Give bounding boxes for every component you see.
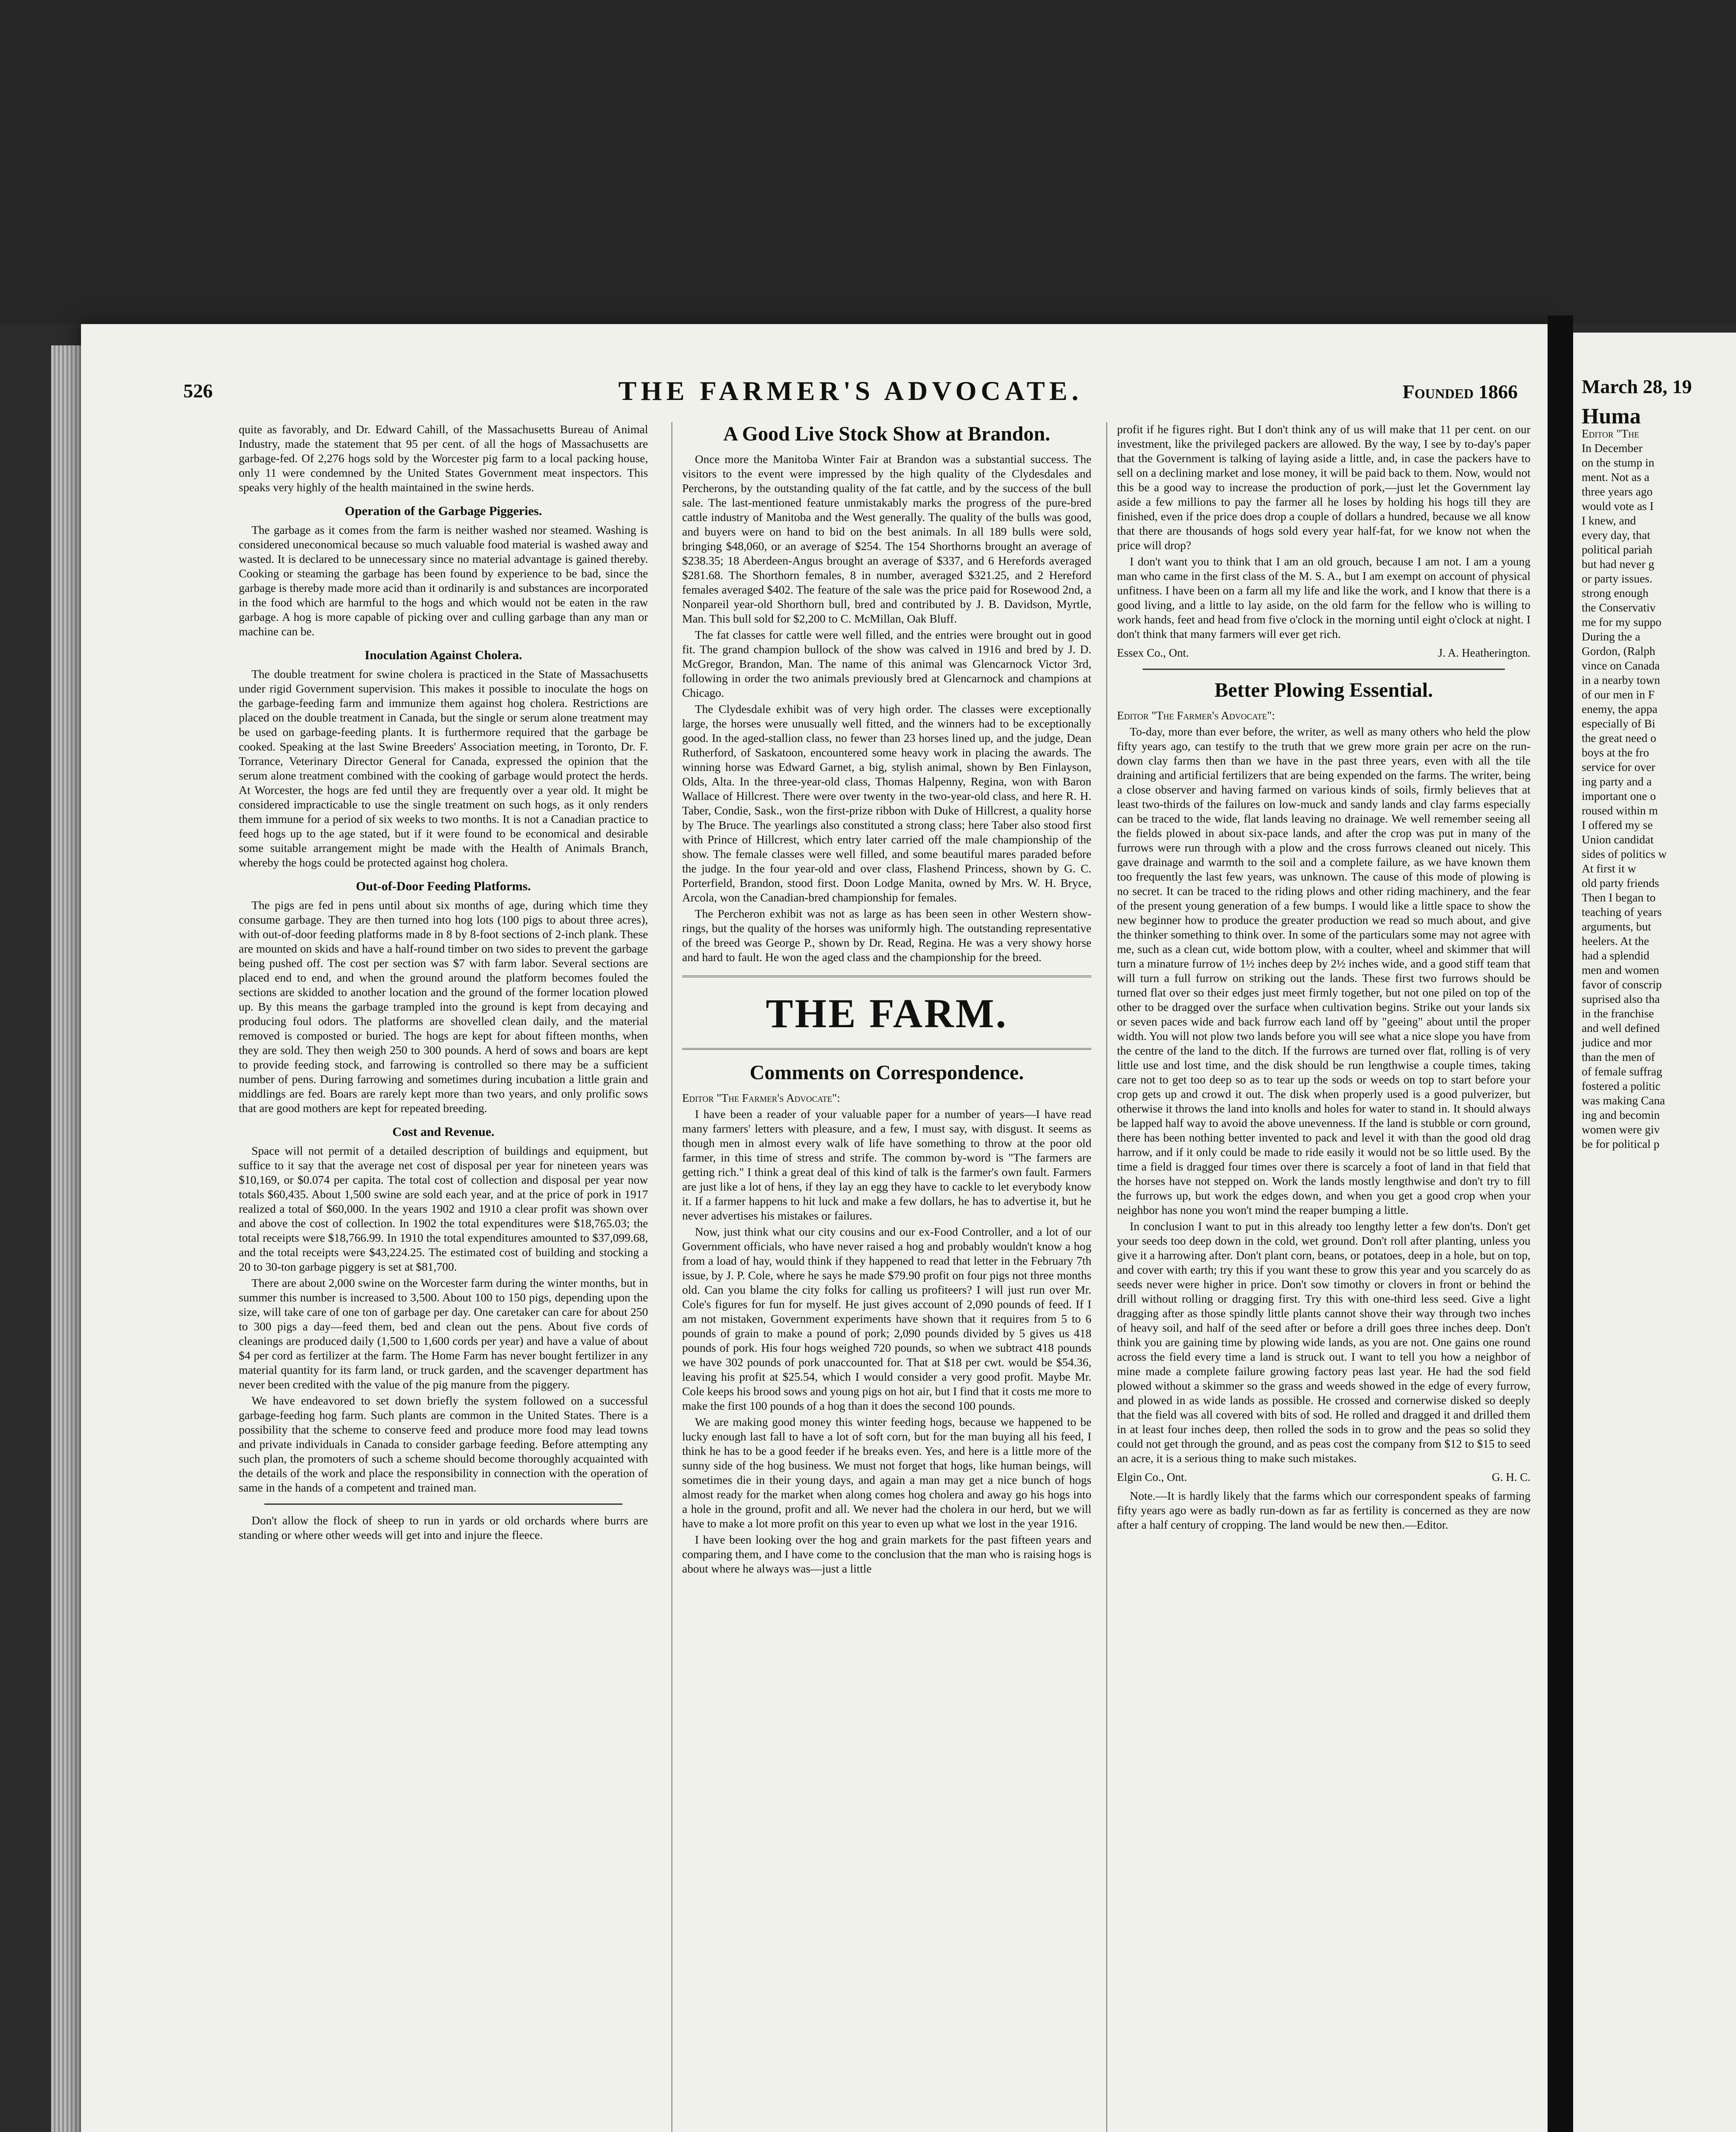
adjacent-text-line: political pariah <box>1582 543 1652 556</box>
adjacent-text-line: and well defined <box>1582 1021 1660 1034</box>
adjacent-text-lines <box>1582 441 1736 1151</box>
section-divider <box>682 976 1091 977</box>
paragraph: The Clydesdale exhibit was of very high order. The classes were exceptionally large, the horses were unusually well fitted, and the winners had to be exceptionally good. In the aged-stallion class, no fewer than 23 horses lined up, and the judge, Dean Rutherford, of Saskatoon, encountered some heavy work in placing the awards. The winning horse was Edward Garnet, a big, stylish animal, shown by Ben Finlayson, Olds, Alta. In the three-year-old class, Thomas Halpenny, Regina, won with Baron Wallace of Hillcrest. There were over twenty in the two-year-old class, and here R. H. Taber, Condie, Sask., won the first-prize ribbon with Duke of Hillcrest, a quality horse by The Bruce. The yearlings also constituted a strong class; here Taber also stood first with Prince of Hillcrest, which entry later carried off the male championship of the show. The female classes were well filled, and some beautiful mares paraded before the judge. In the four year-old and over class, Flashend Princess, shown by G. C. Porterfield, Brandon, stood first. Doon Lodge Manita, owned by Mrs. W. H. Bryce, Arcola, won the Canadian-bred championship for females. <box>682 702 1091 904</box>
article-title: Better Plowing Essential. <box>1214 679 1433 701</box>
page-gutter <box>1548 316 1573 2132</box>
adjacent-text-line: the great need o <box>1582 731 1656 744</box>
adjacent-text-line: I knew, and <box>1582 514 1636 527</box>
paragraph: The fat classes for cattle were well filled, and the entries were brought out in good fit. The grand champion bullock of the show was calved in 1916 and bred by J. D. McGregor, Brandon, Man. The name of this animal was Glencarnock Victor 3rd, following in order the two animals previously bred at Glencarnock and champions at Chicago. <box>682 628 1091 699</box>
subheading: Operation of the Garbage Piggeries. <box>344 504 542 518</box>
microfilm-border-top <box>0 0 1736 324</box>
page-number: 526 <box>183 380 213 402</box>
divider <box>264 1503 622 1505</box>
subheading: Out-of-Door Feeding Platforms. <box>356 879 531 893</box>
article-title: Comments on Correspondence. <box>749 1061 1024 1084</box>
adjacent-text-line: would vote as I <box>1582 499 1654 513</box>
adjacent-text-line: service for over <box>1582 760 1655 773</box>
subheading: Inoculation Against Cholera. <box>365 648 522 662</box>
paragraph: The pigs are fed in pens until about six months of age, during which time they consume garbage. They are then turned into hog lots (100 pigs to about three acres), with out-of-door feeding platforms made in 8 by 8-foot sections of 2-inch plank. These are mounted on skids and have a half-round timber on two sides to prevent the garbage being pushed off. The cost per section was $7 with farm labor. Several sections are placed end to end, and when the ground around the platform becomes fouled the sections are skidded to another location and the ground of the former location plowed up. By this means the garbage trampled into the ground is kept from decaying and producing foul odors. The platforms are shovelled clean daily, and the material removed is composted or buried. The hogs are kept for about fifteen months, when they are sold. They then weigh 250 to 300 pounds. A herd of sows and boars are kept to provide feeding stock, and farrowing is controlled so there may be a sufficient number of pens. During farrowing and sometimes during incubation a little grain and middlings are fed. Boars are rarely kept more than two years, and only prolific sows that are good mothers are kept for repeated breeding. <box>239 898 648 1115</box>
section-title: THE FARM. <box>766 991 1008 1036</box>
adjacent-text-line: ing and becomin <box>1582 1108 1660 1121</box>
column-rule <box>671 422 672 2132</box>
paragraph: Once more the Manitoba Winter Fair at Brandon was a substantial success. The visitors to the event were impressed by the high quality of the Clydesdales and Percherons, by the outstanding quality of the fat cattle, and by the success of the bull sale. The last-mentioned feature unmistakably marks the progress of the pure-bred cattle industry of Manitoba and the West generally. The quality of the bulls was good, and buyers were on hand to bid on the best animals. In all 189 bulls were sold, bringing $48,060, or an average of $254. The 154 Shorthorns brought an average of $238.35; 18 Aberdeen-Angus brought an average of $337, and 6 Herefords averaged $281.68. The Shorthorn females, 8 in number, averaged $321.25, and 2 Hereford females averaged $402. The feature of the sale was the price paid for Rosewood 2nd, a Nonpareil year-old Shorthorn bull, bred and contributed by J. B. Davidson, Myrtle, Man. This bull sold for $2,200 to C. McMillan, Oak Bluff. <box>682 452 1091 625</box>
editor-salutation: Editor "The Farmer's Advocate": <box>1117 709 1275 722</box>
paragraph: The garbage as it comes from the farm is neither washed nor steamed. Washing is considered uneconomical because so much valuable food material is washed away and wasted. It is declared to be unnecessary since no material advantage is gained thereby. Cooking or steaming the garbage has been found by experience to be bad, since the garbage is thereby made more acid than it ordinarily is and substances are incorporated in the food which are harmful to the hogs and which would not be eaten in the raw garbage. A hog is more capable of picking over and culling garbage than any man or machine can be. <box>239 523 648 638</box>
paragraph: I have been looking over the hog and grain markets for the past fifteen years and comparing them, and I have come to the conclusion that the man who is raising hogs is about where he always was—just a little <box>682 1533 1091 1575</box>
adjacent-text-line: suprised also tha <box>1582 992 1660 1005</box>
adjacent-text-line: vince on Canada <box>1582 659 1660 672</box>
adjacent-page-header: March 28, 19 <box>1582 376 1692 397</box>
adjacent-text-line: every day, that <box>1582 528 1650 542</box>
adjacent-text-line: the Conservativ <box>1582 601 1656 614</box>
paragraph: Now, just think what our city cousins and our ex-Food Controller, and a lot of our Government officials, who have never raised a hog and probably wouldn't know a hog from a load of hay, would think if they happened to read that letter in the February 7th issue, by J. P. Cole, where he says he made $79.90 profit on four pigs not three months old. Can you blame the city folks for calling us profiteers? I will just run over Mr. Cole's figures for fun for myself. He just gives account of 2,090 pounds of feed. If I am not mistaken, Government experiments have shown that it requires from 5 to 6 pounds of grain to make a pound of pork; 2,090 pounds divided by 5 gives us 418 pounds of pork. His four hogs weighed 720 pounds, so when we subtract 418 pounds we have 302 pounds of pork unaccounted for. That at $18 per cwt. would be $54.36, leaving his profit at $25.54, which I would consider a very good profit. Maybe Mr. Cole keeps his brood sows and young pigs on hot air, but I find that it costs me more to make the first 100 pounds of a hog than it does the second 100 pounds. <box>682 1225 1091 1412</box>
adjacent-text-line: judice and mor <box>1582 1036 1652 1049</box>
adjacent-text-line: be for political p <box>1582 1137 1660 1150</box>
adjacent-text-line: had a splendid <box>1582 949 1649 962</box>
paragraph: To-day, more than ever before, the writer, as well as many others who held the plow fifty years ago, can testify to the truth that we grew more grain per acre on the run-down clay farms then than we have in the past three years, even with all the tile draining and artificial fertilizers that are being expended on the farms. The writer, being a close observer and having farmed on various kinds of soils, firmly believes that at least two-thirds of the failures on low-muck and sandy lands and clay farms especially can be traced to the wide, flat lands leaving no drainage. We well remember seeing all the fields plowed in about six-pace lands, and after the crop was put in many of the furrows were run through with a plow and the cross furrows cleaned out nicely. This gave drainage and warmth to the soil and a complete failure, as we have known them too frequently the last few years, was unknown. The cause of this mode of plowing is no secret. It can be traced to the riding plows and other riding machinery, and the fear of the present young generation of a few bumps. I would like a little space to show the new beginner how to produce the greater production we read so much about, and give the thinker something to think over. In some of the particulars some may not agree with me, such as a clean cut, wide bottom plow, with a coulter, wheel and skimmer that will turn a minature furrow of 1½ inches deep by 2½ inches wide, and a good stiff team that will turn a full furrow on striking out the lands. These first two furrows should be turned flat over so their edges just meet firmly together, but not one piled on top of the other to be dragged over the surface when cultivation begins. Strike out your lands six or seven paces wide and back furrow each land off by "geeing" about until the proper width. You will not plow two lands before you will see what a nice slope you have from the centre of the land to the ditch. If the furrows are turned over flat, rolling is of very little use and lost time, and the disk should be run lengthwise a couple times, taking care not to get too deep so as to tear up the sods or weeds on top to start before your crop gets up and crowd it out. The disk when properly used is a good pulverizer, but otherwise it throws the land into knolls and holes for water to stand in. It should always be lapped half way to avoid the above unevenness. If the land is stubble or corn ground, there has been nothing better invented to pack and level it with than the good old drag harrow, and if it only could be made to ride easily it would not be so little used. By the time a field is dragged four times over there is scarcely a foot of land in that field that the horses have not stepped on. Work the lands mostly lengthwise and don't try to fill the furrows up, but work the edges down, and when you get a good crop when your neighbor has none you won't mind the reaper bumping a little. <box>1117 725 1531 1217</box>
editor-salutation: Editor "The Farmer's Advocate": <box>682 1092 840 1104</box>
paragraph: I have been a reader of your valuable paper for a number of years—I have read many farmers' letters with pleasure, and a few, I must say, with disgust. It seems as though men in almost every walk of life have something to throw at the poor old farmer, in this time of stress and strife. The common by-word is "The farmers are getting rich." I think a great deal of this kind of talk is the farmer's own fault. Farmers are just like a lot of hens, if they lay an egg they have to cackle to let everybody know it. If a farmer happens to hit luck and make a few dollars, he has to advertise it, but he never advertises his mistakes or failures. <box>682 1107 1091 1222</box>
adjacent-text-line: ment. Not as a <box>1582 470 1649 484</box>
adjacent-text-line: boys at the fro <box>1582 746 1649 759</box>
subheading: Cost and Revenue. <box>392 1125 495 1139</box>
adjacent-text-line: on the stump in <box>1582 456 1655 469</box>
adjacent-text-line: Union candidat <box>1582 833 1654 846</box>
paragraph: quite as favorably, and Dr. Edward Cahill, of the Massachusetts Bureau of Animal Industry, made the statement that 95 per cent. of all the hogs of Massachusetts are garbage-fed. Of 2,276 hogs sold by the Worcester pig farm to a local packing house, only 11 were condemned by the United States Government meat inspectors. This speaks very highly of the health maintained in the swine herds. <box>239 423 648 494</box>
adjacent-text-line: in a nearby town <box>1582 673 1661 687</box>
adjacent-editor-salutation: Editor "The <box>1582 427 1639 440</box>
column-2 <box>682 422 1091 1578</box>
adjacent-text-line: sides of politics w <box>1582 847 1667 860</box>
adjacent-text-line: heelers. At the <box>1582 934 1649 947</box>
adjacent-page <box>1573 333 1736 2132</box>
paragraph: We have endeavored to set down briefly the system followed on a successful garbage-feeding hog farm. Such plants are common in the United States. There is a possibility that the scheme to conserve feed and produce more food may lead towns and private individuals in Canada to consider garbage feeding. Before attempting any such plan, the promoters of such a scheme should become thoroughly acquainted with the details of the work and place the responsibility in connection with the operation of same in the hands of a competent and trained man. <box>239 1394 648 1494</box>
masthead: THE FARMER'S ADVOCATE. <box>618 376 1083 406</box>
divider <box>1143 669 1505 670</box>
paragraph: I don't want you to think that I am an old grouch, because I am not. I am a young man who came in the first class of the M. S. A., but I am exempt on account of physical unfitness. I have been on a farm all my life and like the work, and I know that there is a good living, and a little to lay aside, on the old farm for the fellow who is willing to work hands, feet and head from five o'clock in the morning until eight o'clock at night. I don't think that many farmers will ever get rich. <box>1117 555 1531 640</box>
adjacent-text-line: of our men in F <box>1582 688 1655 701</box>
adjacent-text-line: me for my suppo <box>1582 615 1662 629</box>
adjacent-text-line: ing party and a <box>1582 775 1652 788</box>
adjacent-text-line: especially of Bi <box>1582 717 1655 730</box>
signature-name: G. H. C. <box>1492 1471 1531 1483</box>
paragraph: We are making good money this winter feeding hogs, because we happened to be lucky enough last fall to have a lot of soft corn, but for the man buying all his feed, I think he has to be a good feeder if he breaks even. Yes, and here is a little more of the sunny side of the hog business. We must not forget that hogs, like human beings, will sometimes die in their young days, and again a man may get a nice bunch of hogs almost ready for the market when along comes hog cholera and away go his hogs into a hole in the ground, profit and all. We never had the cholera in our herd, but we will have to make a lot more profit on this year to even up what we lost in the year 1916. <box>682 1415 1091 1530</box>
adjacent-page-body <box>1582 405 1736 1151</box>
adjacent-text-line: Then I began to <box>1582 891 1656 904</box>
adjacent-text-line: three years ago <box>1582 485 1653 498</box>
adjacent-text-line: strong enough <box>1582 586 1649 600</box>
adjacent-text-line: roused within m <box>1582 804 1658 817</box>
adjacent-text-line: During the a <box>1582 630 1641 643</box>
adjacent-text-line: of female suffrag <box>1582 1065 1662 1078</box>
adjacent-text-line: old party friends <box>1582 876 1659 889</box>
adjacent-text-line: Gordon, (Ralph <box>1582 644 1655 658</box>
signature-place: Elgin Co., Ont. <box>1117 1471 1187 1483</box>
signature-line <box>1117 646 1531 660</box>
article-title: A Good Live Stock Show at Brandon. <box>723 423 1050 445</box>
adjacent-text-line: favor of conscrip <box>1582 978 1662 991</box>
adjacent-text-line: I offered my se <box>1582 818 1653 831</box>
column-3 <box>1117 422 1531 1534</box>
adjacent-text-line: in the franchise <box>1582 1007 1654 1020</box>
adjacent-text-line: but had never g <box>1582 557 1655 571</box>
adjacent-text-line: men and women <box>1582 963 1659 976</box>
adjacent-text-line: was making Cana <box>1582 1094 1665 1107</box>
founded-line: Founded 1866 <box>1402 381 1518 403</box>
paragraph: Don't allow the flock of sheep to run in yards or old orchards where burrs are standing or where other weeds will get into and injure the fleece. <box>239 1514 648 1541</box>
paragraph: The double treatment for swine cholera is practiced in the State of Massachusetts under rigid Government supervision. This makes it possible to inoculate the hogs on the garbage-feeding farm and immunize them against hog cholera. Restrictions are placed on the double treatment in Canada, but the single or serum alone treatment may be used on garbage-feeding plants. It is furthermore required that the garbage be cooked. Speaking at the last Swine Breeders' Association meeting, in Toronto, Dr. F. Torrance, Veterinary Director General for Canada, expressed the opinion that the serum alone treatment combined with the cooking of garbage would protect the herds. At Worcester, the hogs are fed until they are frequently over a year old. It might be considered impracticable to use the single treatment on such hogs, as it only renders them immune for a period of six weeks to two months. It is not a Canadian practice to feed hogs up to the age stated, but if it were found to be economical and desirable some suitable arrangement might be made with the Health of Animals Branch, whereby the hogs could be protected against hog cholera. <box>239 667 648 869</box>
editor-note: Note.—It is hardly likely that the farms which our correspondent speaks of farming fifty years ago were as badly run-down as far as fertility is concerned as they are now after a half century of cropping. The land would be new then.—Editor. <box>1117 1489 1531 1531</box>
adjacent-text-line: women were giv <box>1582 1123 1660 1136</box>
adjacent-text-line: fostered a politic <box>1582 1079 1661 1092</box>
adjacent-article-title: Huma <box>1582 404 1641 429</box>
paragraph: There are about 2,000 swine on the Worcester farm during the winter months, but in summer this number is increased to 3,500. About 100 to 150 pigs, depending upon the size, will take care of one ton of garbage per day. One caretaker can care for about 250 to 300 pigs a day—feed them, bed and clean out the pens. About five cords of cleanings are produced daily (1,500 to 1,600 cords per year) and have a value of about $4 per cord as fertilizer at the farm. The Home Farm has never bought fertilizer in any material quantity for its farm land, or truck garden, and the scavenger department has never been credited with the value of the pig manure from the piggery. <box>239 1276 648 1391</box>
signature-line <box>1117 1470 1531 1484</box>
adjacent-text-line: or party issues. <box>1582 572 1652 585</box>
adjacent-text-line: than the men of <box>1582 1050 1655 1063</box>
adjacent-text-line: teaching of years <box>1582 905 1662 918</box>
paragraph: In conclusion I want to put in this already too lengthy letter a few don'ts. Don't get your seeds too deep down in the cold, wet ground. Don't roll after planting, unless you give it a harrowing after. Don't plant corn, beans, or potatoes, deep in a hole, but on top, and cover with earth; try this if you want these to grow this year and you scarcely do as seeds never were higher in price. Don't sow timothy or clovers in front or behind the drill without rolling or dragging first. Try this with one-third less seed. Give a light dragging after as those spindly little plants cannot shove their way through two inches of heavy soil, and half of the seed after or before a drill goes three inches deep. Don't think you are gaining time by plowing wide lands, as you are not. One gains one round across the field every time a land is struck out. I want to tell you how a neighbor of mine made a complete failure growing factory peas last year. He had the sod field plowed without a skimmer so the grass and weeds showed in the edge of every furrow, and plowed in as wide lands as possible. He crossed and cornerwise disked so deeply that the field was all covered with bits of sod. He rolled and dragged it and drilled them in at least four inches deep, then rolled the sods in to grow and the peas so solid they could not get through the ground, and as peas cost the company from $12 to $15 to seed an acre, it is a serious thing to make such mistakes. <box>1117 1220 1531 1465</box>
paragraph: The Percheron exhibit was not as large as has been seen in other Western show-rings, but the quality of the horses was uniformly high. The outstanding representative of the breed was George P., shown by Dr. Read, Regina. He was a very showy horse and hard to fault. He won the aged class and the championship for the breed. <box>682 907 1091 964</box>
adjacent-text-line: At first it w <box>1582 862 1636 875</box>
column-rule <box>1106 422 1107 2132</box>
adjacent-text-line: enemy, the appa <box>1582 702 1658 715</box>
paragraph: profit if he figures right. But I don't think any of us will make that 11 per cent. on our investment, like the privileged packers are allowed. By the way, I see by to-day's paper that the Government is talking of laying aside a little, and, in case the packers have to sell on a declining market and lose money, it will be paid back to them. Now, would not this be a good way to increase the production of pork,—just let the Government lay aside a few millions to pay the farmer all he loses by holding his hogs till they are finished, even if the price does drop a couple of dollars a hundred, because we all know that there are thousands of hogs sold every year half-fat, for we know not when the price will drop? <box>1117 423 1531 552</box>
page-edges <box>51 345 85 2132</box>
signature-place: Essex Co., Ont. <box>1117 646 1189 659</box>
section-divider <box>682 1048 1091 1050</box>
adjacent-text-line: important one o <box>1582 789 1656 802</box>
signature-name: J. A. Heatherington. <box>1438 646 1531 659</box>
page-header <box>183 375 1518 414</box>
adjacent-text-line: arguments, but <box>1582 920 1651 933</box>
adjacent-text-line: In December <box>1582 441 1643 455</box>
paragraph: Space will not permit of a detailed description of buildings and equipment, but suffice to it say that the average net cost of disposal per year for nineteen years was $10,169, or $0.074 per capita. The total cost of collection and disposal per year now totals $60,435. About 1,500 swine are sold each year, and at the price of pork in 1917 realized a total of $60,000. In the years 1902 and 1910 a clear profit was shown over and above the cost of collection. In 1902 the total expenditures were $18,765.03; the total receipts were $18,766.99. In 1910 the total expenditures amounted to $37,099.68, and the total receipts were $43,224.25. The estimated cost of building and stocking a 20 to 30-ton garbage piggery is set at $81,700. <box>239 1144 648 1273</box>
column-1 <box>239 422 648 1544</box>
